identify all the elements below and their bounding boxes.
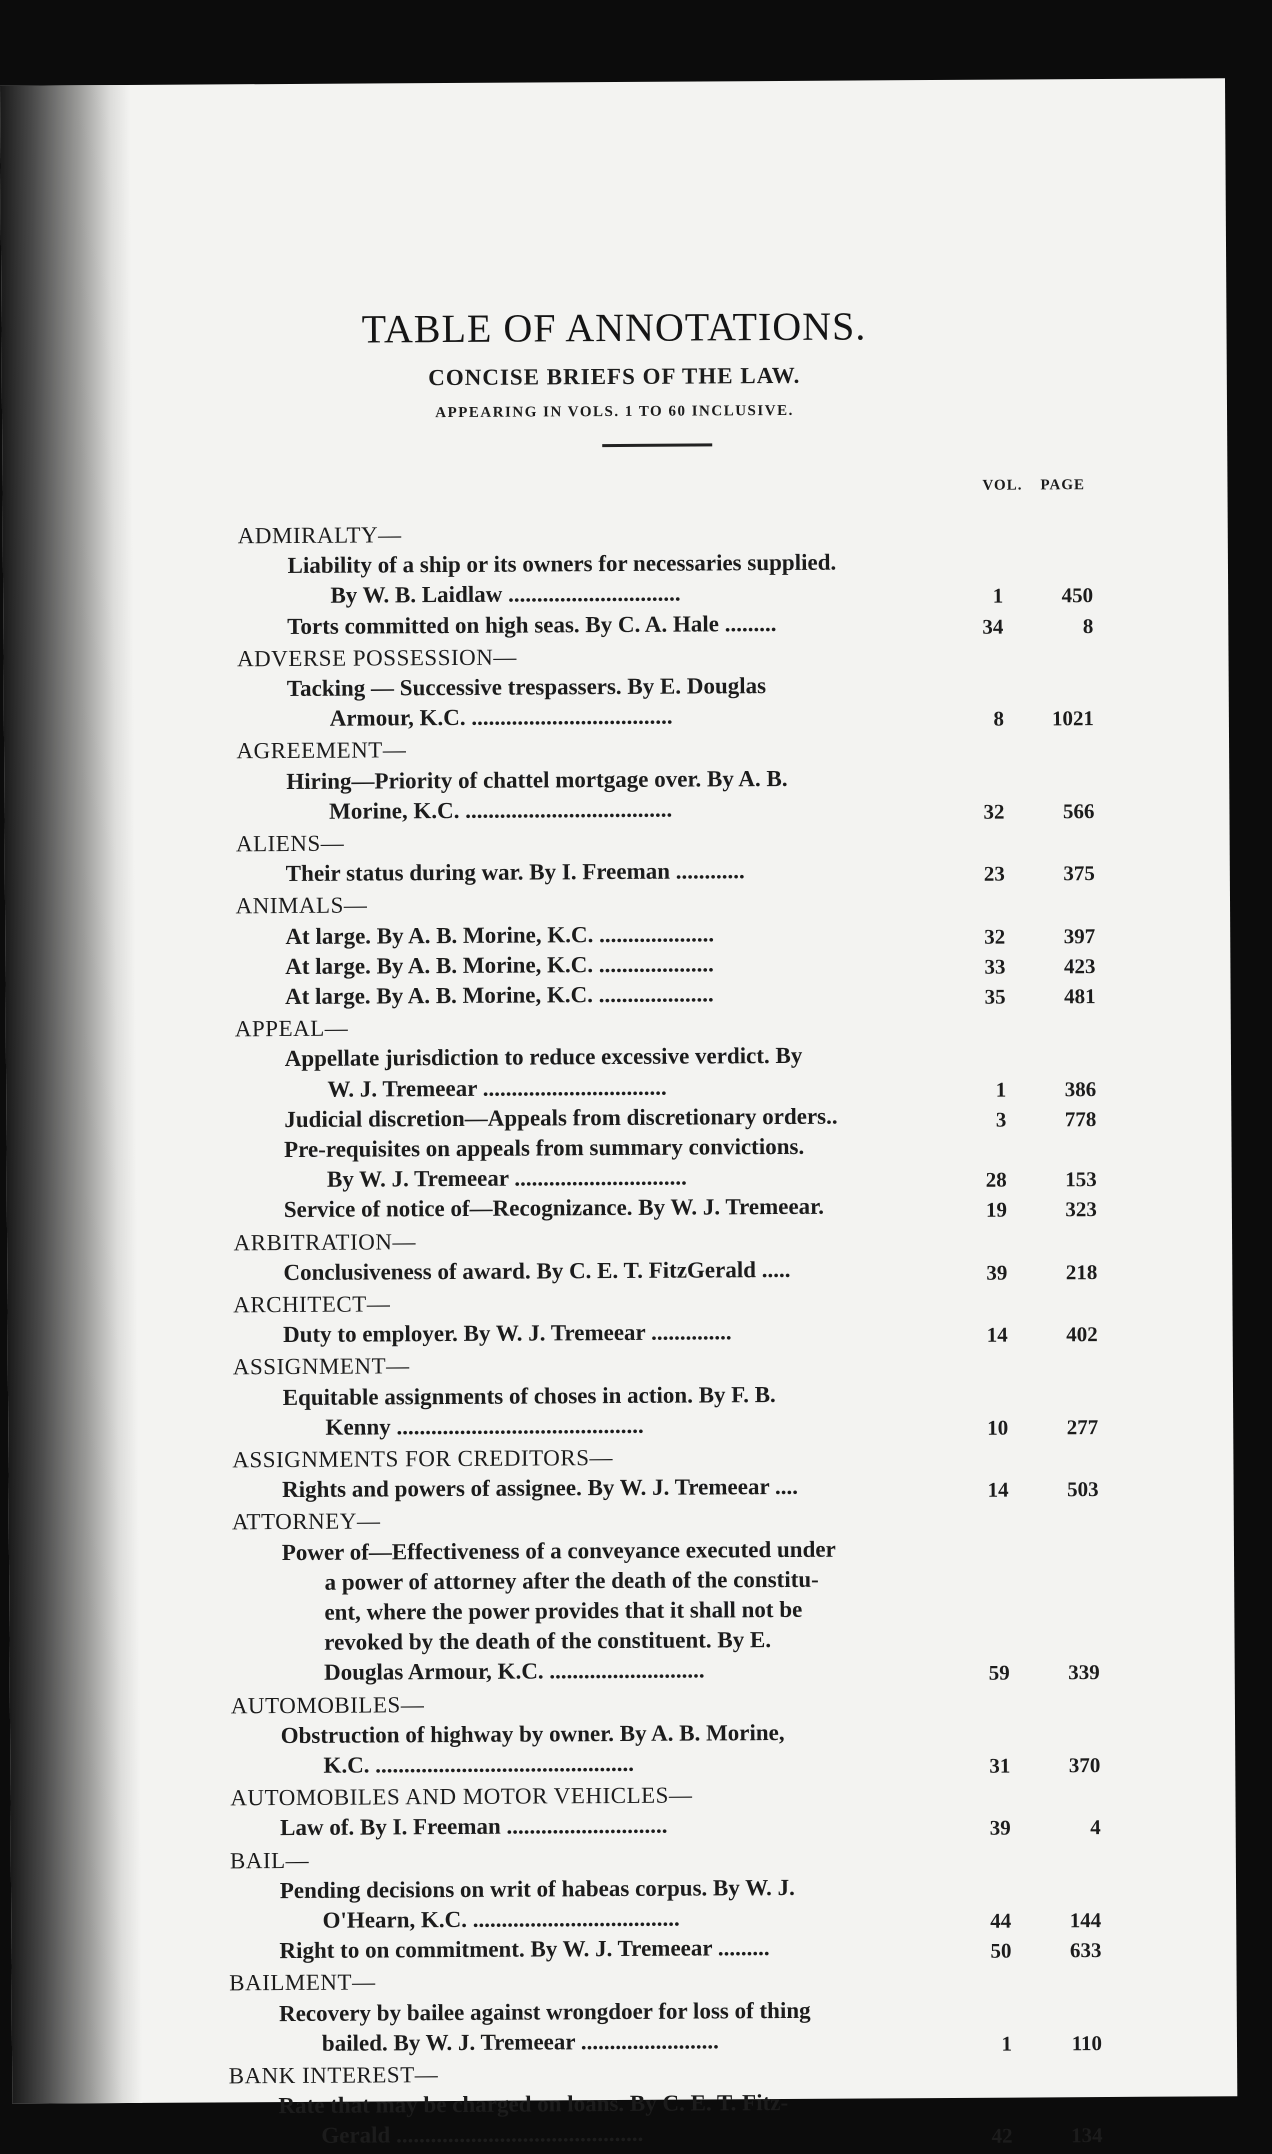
entry-text: Liability of a ship or its owners for necessaries supplied. <box>287 549 837 579</box>
heading-text: AUTOMOBILES AND MOTOR VEHICLES— <box>230 1782 693 1811</box>
volume-number: 23 <box>983 861 1005 886</box>
page-number: 110 <box>1071 2030 1103 2056</box>
entry-text: By W. B. Laidlaw .............................. <box>330 580 681 609</box>
index-entry-line <box>6 1132 1231 1163</box>
volume-number: 44 <box>990 1908 1012 1933</box>
volume-number: 28 <box>985 1167 1007 1192</box>
entry-text: At large. By A. B. Morine, K.C. .................... <box>284 981 714 1010</box>
page-number: 277 <box>1066 1414 1099 1440</box>
volume-range: APPEARING IN VOLS. 1 TO 60 INCLUSIVE. <box>435 402 794 422</box>
page-number: 397 <box>1063 923 1096 948</box>
index-entry-line <box>6 1102 1231 1132</box>
volume-number: 10 <box>987 1415 1009 1440</box>
entry-text: Appellate jurisdiction to reduce excessive verdict. By <box>284 1043 803 1072</box>
page-subtitle: CONCISE BRIEFS OF THE LAW. <box>428 362 801 391</box>
heading-text: ARCHITECT— <box>233 1291 391 1318</box>
entry-text: Hiring—Priority of chattel mortgage over. By A. B. <box>286 765 788 794</box>
page-number: 8 <box>1082 613 1094 638</box>
index-entry-line <box>4 671 1229 702</box>
index-entry-line <box>7 1193 1232 1223</box>
entry-text: Kenny ........................................... <box>325 1412 644 1440</box>
index-entry-line <box>10 1656 1235 1686</box>
index-entry-line <box>5 949 1230 979</box>
page-number: 566 <box>1062 798 1095 824</box>
heading-text: ALIENS— <box>235 830 345 857</box>
index-entry-line <box>4 701 1229 731</box>
index-heading <box>8 1350 1233 1380</box>
index-entry-line <box>5 856 1230 887</box>
page-number: 1021 <box>1051 706 1094 731</box>
page-number: 503 <box>1067 1477 1099 1502</box>
index-entry-line <box>9 1625 1234 1655</box>
index-heading <box>3 518 1228 549</box>
heading-text: AUTOMOBILES— <box>230 1691 425 1718</box>
page-number: 370 <box>1068 1753 1101 1778</box>
page-number: 402 <box>1066 1322 1098 1347</box>
entry-text: revoked by the death of the constituent. By E. <box>324 1627 772 1655</box>
volume-number: 50 <box>990 1938 1012 1963</box>
column-header-vol: VOL. <box>982 477 1023 494</box>
entry-text: bailed. By W. J. Tremeear ........................ <box>321 2028 719 2056</box>
volume-number: 39 <box>989 1815 1011 1841</box>
page-number: 450 <box>1061 583 1094 608</box>
index-entry-line <box>6 1042 1231 1072</box>
index-heading <box>6 1011 1231 1042</box>
entry-text: Service of notice of—Recognizance. By W. J. Tremeear. <box>283 1194 825 1223</box>
volume-number: 32 <box>984 924 1006 949</box>
heading-text: ADVERSE POSSESSION— <box>236 644 517 672</box>
index-heading <box>4 734 1229 764</box>
page-number: 375 <box>1063 861 1095 886</box>
page-number: 339 <box>1068 1660 1100 1685</box>
page-title: TABLE OF ANNOTATIONS. <box>361 303 867 352</box>
volume-number: 35 <box>984 984 1006 1009</box>
heading-text: BAILMENT— <box>229 1969 376 1996</box>
index-entry-line <box>12 2026 1237 2056</box>
index-entry-line <box>9 1565 1234 1595</box>
volume-number: 42 <box>991 2123 1013 2149</box>
entry-text: Conclusiveness of award. By C. E. T. FitzGerald ..... <box>283 1256 791 1285</box>
volume-number: 34 <box>982 614 1004 639</box>
heading-text: ADMIRALTY— <box>237 522 402 549</box>
entry-text: Douglas Armour, K.C. ........................... <box>323 1657 705 1686</box>
index-heading <box>12 1966 1237 1996</box>
index-entry-line <box>11 1811 1236 1841</box>
page-number: 633 <box>1069 1938 1102 1963</box>
index-entry-line <box>9 1595 1234 1625</box>
index-heading <box>10 1688 1235 1718</box>
index-entry-line <box>3 579 1228 609</box>
page-number: 423 <box>1063 953 1096 979</box>
entry-text: Rights and powers of assignee. By W. J. Tremeear .... <box>282 1474 799 1503</box>
volume-number: 3 <box>995 1107 1007 1132</box>
heading-text: AGREEMENT— <box>236 737 407 764</box>
entry-text: At large. By A. B. Morine, K.C. .................... <box>285 920 715 949</box>
volume-number: 19 <box>985 1198 1007 1223</box>
heading-text: BANK INTEREST— <box>228 2062 439 2089</box>
entry-text: a power of attorney after the death of the constitu- <box>324 1566 819 1595</box>
index-heading <box>10 1780 1235 1811</box>
index-entry-line <box>11 1933 1236 1964</box>
index-entry-line <box>10 1718 1235 1748</box>
index-entry-line <box>6 979 1231 1010</box>
entry-text: Duty to employer. By W. J. Tremeear .............. <box>282 1319 732 1348</box>
page-number: 481 <box>1064 984 1096 1009</box>
index-heading <box>7 1225 1232 1255</box>
entry-text: Power of—Effectiveness of a conveyance executed under <box>281 1536 836 1565</box>
volume-number: 1 <box>992 584 1004 609</box>
volume-number: 32 <box>983 799 1005 824</box>
heading-text: ASSIGNMENTS FOR CREDITORS— <box>232 1445 614 1473</box>
entry-text: Gerald ........................................... <box>321 2121 644 2149</box>
index-heading <box>5 889 1230 919</box>
entry-text: Rate that may be charged on loans. By C. E. T. Fitz- <box>278 2090 789 2119</box>
heading-text: BAIL— <box>229 1847 310 1873</box>
index-entry-line <box>4 764 1229 794</box>
entry-text: Pre-requisites on appeals from summary convictions. <box>284 1133 805 1163</box>
volume-number: 59 <box>988 1660 1010 1686</box>
index-entry-line <box>12 2119 1237 2149</box>
entry-text: At large. By A. B. Morine, K.C. .................... <box>285 951 714 979</box>
index-entry-line <box>5 919 1230 949</box>
entry-text: By W. J. Tremeear .............................. <box>326 1164 687 1192</box>
page-number: 778 <box>1064 1106 1097 1132</box>
entry-text: Morine, K.C. .................................... <box>329 796 673 824</box>
index-entry-line <box>3 609 1228 639</box>
index-heading <box>8 1442 1233 1473</box>
index-entry-line <box>7 1162 1232 1192</box>
heading-text: ASSIGNMENT— <box>232 1353 410 1380</box>
index-entry-line <box>9 1535 1234 1565</box>
heading-text: ANIMALS— <box>235 892 368 919</box>
index-entry-line <box>8 1410 1233 1440</box>
page-number: 323 <box>1065 1197 1097 1222</box>
entry-text: Tacking — Successive trespassers. By E. Douglas <box>286 673 767 702</box>
index-entry-line <box>12 1996 1237 2026</box>
index-entry-line <box>7 1255 1232 1285</box>
book-page <box>0 78 1237 2149</box>
entry-text: Recovery by bailee against wrongdoer for loss of thing <box>278 1997 811 2026</box>
title-rule <box>602 443 712 447</box>
entry-text: Their status during war. By I. Freeman ............ <box>285 858 745 887</box>
entry-text: W. J. Tremeear ................................ <box>327 1074 667 1102</box>
volume-number: 8 <box>993 706 1004 731</box>
page-number: 144 <box>1069 1908 1102 1933</box>
volume-number: 1 <box>1001 2031 1013 2056</box>
index-heading <box>9 1505 1234 1535</box>
index-heading <box>7 1287 1232 1318</box>
page-number: 134 <box>1070 2123 1103 2148</box>
heading-text: ATTORNEY— <box>231 1508 381 1535</box>
index-entry-line <box>12 2088 1237 2119</box>
volume-number: 39 <box>986 1260 1008 1285</box>
entry-text: K.C. ............................................. <box>323 1750 635 1778</box>
index-entry-line <box>6 1072 1231 1102</box>
index-entry-line <box>11 1903 1236 1933</box>
index-entry-line <box>11 1873 1236 1903</box>
index-entry-line <box>10 1748 1235 1778</box>
volume-number: 14 <box>986 1322 1008 1347</box>
entry-text: Obstruction of highway by owner. By A. B. Morine, <box>280 1719 785 1748</box>
page-number: 218 <box>1065 1259 1098 1285</box>
entry-text: Armour, K.C. ................................... <box>329 703 673 731</box>
entry-text: Right to on commitment. By W. J. Tremeear ......... <box>279 1935 770 1964</box>
index-heading <box>12 2058 1237 2089</box>
heading-text: ARBITRATION— <box>233 1228 417 1255</box>
page-number: 386 <box>1064 1076 1097 1101</box>
index-heading <box>5 826 1230 857</box>
page-number: 4 <box>1090 1815 1101 1840</box>
entry-text: Torts committed on high seas. By C. A. Hale ......... <box>287 610 777 639</box>
index-entry-line <box>4 794 1229 824</box>
index-heading <box>3 641 1228 672</box>
entry-text: O'Hearn, K.C. .................................... <box>322 1905 680 1933</box>
heading-text: APPEAL— <box>234 1015 349 1042</box>
entry-text: Judicial discretion—Appeals from discretionary orders.. <box>284 1103 838 1132</box>
entry-text: Pending decisions on writ of habeas corpus. By W. J. <box>279 1874 795 1903</box>
index-entry-line <box>9 1472 1234 1503</box>
index-entry-line <box>8 1317 1233 1348</box>
entry-text: Equitable assignments of choses in action. By F. B. <box>282 1381 776 1410</box>
volume-number: 33 <box>984 954 1006 979</box>
index-entry-line <box>3 548 1228 579</box>
index-entry-line <box>8 1380 1233 1410</box>
index-heading <box>11 1843 1236 1873</box>
entry-text: Law of. By I. Freeman ............................ <box>280 1813 668 1841</box>
volume-number: 1 <box>995 1077 1007 1102</box>
volume-number: 14 <box>987 1477 1009 1502</box>
page-number: 153 <box>1065 1167 1097 1192</box>
column-header-page: PAGE <box>1040 477 1086 494</box>
volume-number: 31 <box>989 1753 1011 1778</box>
entry-text: ent, where the power provides that it shall not be <box>324 1596 803 1625</box>
